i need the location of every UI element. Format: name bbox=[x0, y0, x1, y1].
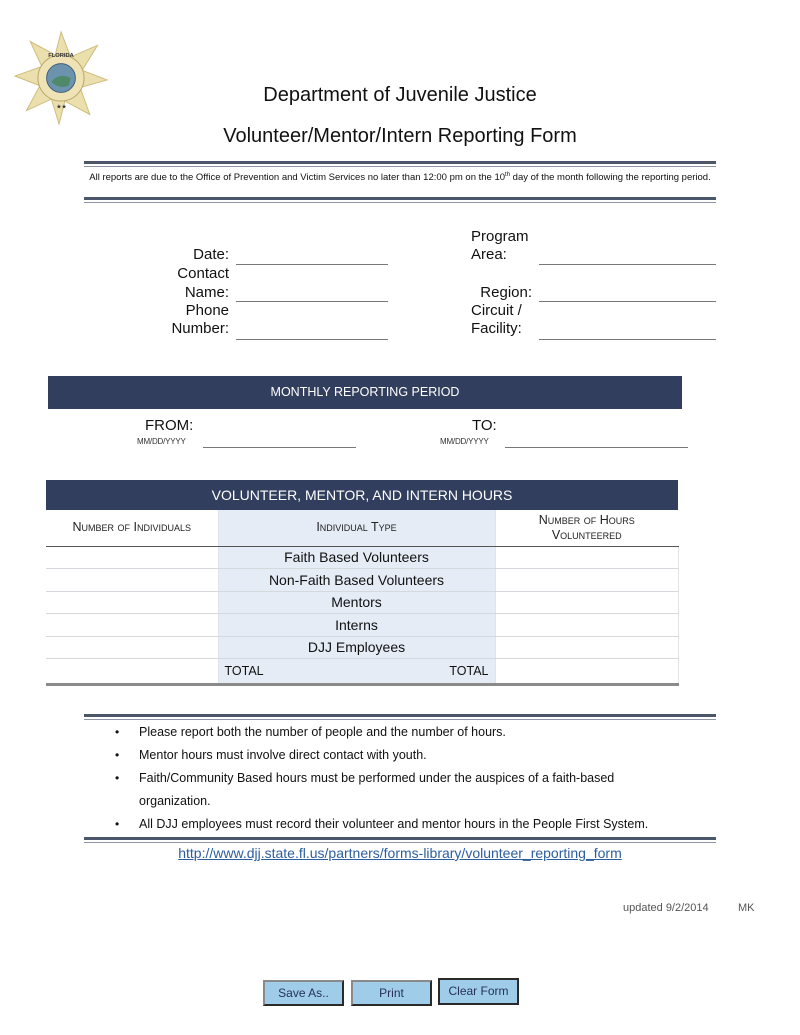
hours-cell[interactable] bbox=[495, 546, 678, 569]
to-label: TO: bbox=[472, 417, 497, 434]
table-row bbox=[46, 636, 678, 659]
phone-label: Phone bbox=[185, 302, 229, 319]
table-row bbox=[46, 591, 678, 614]
count-cell[interactable] bbox=[46, 546, 218, 569]
col-individual-type: Individual Type bbox=[218, 510, 495, 546]
divider bbox=[84, 161, 716, 167]
phone-number-label: Number: bbox=[171, 320, 229, 337]
from-date-field[interactable] bbox=[203, 447, 356, 448]
region-label: Region: bbox=[480, 284, 532, 301]
author-initials: MK bbox=[738, 902, 755, 914]
type-cell: Non-Faith Based Volunteers bbox=[218, 569, 495, 592]
col-hours-volunteered: Number of Hours Volunteered bbox=[495, 510, 678, 546]
count-cell[interactable] bbox=[46, 569, 218, 592]
hours-cell[interactable] bbox=[495, 591, 678, 614]
divider bbox=[84, 714, 716, 720]
list-item: • Faith/Community Based hours must be performed under the auspices of a faith-based organization. bbox=[115, 767, 685, 813]
total-count-cell[interactable] bbox=[46, 659, 218, 685]
program-label: Program bbox=[471, 228, 529, 245]
from-date-format: MM/DD/YYYY bbox=[137, 437, 186, 446]
hours-table bbox=[46, 510, 679, 686]
total-labels bbox=[218, 659, 495, 685]
hours-table-header: VOLUNTEER, MENTOR, AND INTERN HOURS bbox=[46, 480, 678, 510]
save-as-button[interactable]: Save As.. bbox=[263, 980, 344, 1006]
divider bbox=[84, 837, 716, 843]
list-item: • Please report both the number of people and the number of hours. bbox=[115, 721, 685, 744]
program-area-label: Area: bbox=[471, 246, 507, 263]
hours-cell[interactable] bbox=[495, 569, 678, 592]
table-row bbox=[46, 546, 678, 569]
hours-cell[interactable] bbox=[495, 614, 678, 637]
page-title: Department of Juvenile Justice bbox=[263, 84, 537, 106]
svg-text:★★: ★★ bbox=[56, 104, 67, 111]
form-title: Volunteer/Mentor/Intern Reporting Form bbox=[223, 125, 577, 147]
table-row bbox=[46, 614, 678, 637]
instructions-list bbox=[115, 721, 685, 836]
type-cell: Mentors bbox=[218, 591, 495, 614]
facility-label: Facility: bbox=[471, 320, 522, 337]
list-item: • Mentor hours must involve direct contact with youth. bbox=[115, 744, 685, 767]
to-date-field[interactable] bbox=[505, 447, 688, 448]
total-left-label: TOTAL bbox=[224, 664, 264, 678]
region-field[interactable] bbox=[539, 301, 716, 302]
type-cell: DJJ Employees bbox=[218, 636, 495, 659]
clear-form-button[interactable]: Clear Form bbox=[438, 978, 519, 1005]
total-hours-cell[interactable] bbox=[495, 659, 678, 685]
circuit-label: Circuit / bbox=[471, 302, 522, 319]
count-cell[interactable] bbox=[46, 614, 218, 637]
updated-date: updated 9/2/2014 bbox=[623, 902, 709, 914]
print-button[interactable]: Print bbox=[351, 980, 432, 1006]
form-library-link[interactable]: http://www.djj.state.fl.us/partners/forms-library/volunteer_reporting_form bbox=[178, 845, 622, 861]
djj-seal-icon bbox=[12, 30, 110, 126]
list-item: • All DJJ employees must record their volunteer and mentor hours in the People First System. bbox=[115, 813, 685, 836]
contact-name-label: Name: bbox=[184, 284, 229, 301]
type-cell: Faith Based Volunteers bbox=[218, 546, 495, 569]
divider bbox=[84, 197, 716, 203]
hours-cell[interactable] bbox=[495, 636, 678, 659]
type-cell: Interns bbox=[218, 614, 495, 637]
program-area-field[interactable] bbox=[539, 264, 716, 265]
from-label: FROM: bbox=[145, 417, 194, 434]
svg-text:FLORIDA: FLORIDA bbox=[48, 52, 74, 59]
date-label: Date: bbox=[193, 246, 229, 263]
contact-name-field[interactable] bbox=[236, 301, 388, 302]
circuit-facility-field[interactable] bbox=[539, 339, 716, 340]
total-row bbox=[46, 659, 678, 685]
total-right-label: TOTAL bbox=[449, 664, 489, 678]
due-date-notice: All reports are due to the Office of Prevention and Victim Services no later than 12:00 pm on the 10th day of the month following the reporting period. bbox=[89, 171, 711, 183]
to-date-format: MM/DD/YYYY bbox=[440, 437, 489, 446]
date-field[interactable] bbox=[236, 264, 388, 265]
phone-number-field[interactable] bbox=[236, 339, 388, 340]
col-number-of-individuals: Number of Individuals bbox=[46, 510, 218, 546]
count-cell[interactable] bbox=[46, 636, 218, 659]
contact-label: Contact bbox=[177, 265, 229, 282]
count-cell[interactable] bbox=[46, 591, 218, 614]
reporting-period-header: MONTHLY REPORTING PERIOD bbox=[48, 376, 682, 409]
table-row bbox=[46, 569, 678, 592]
